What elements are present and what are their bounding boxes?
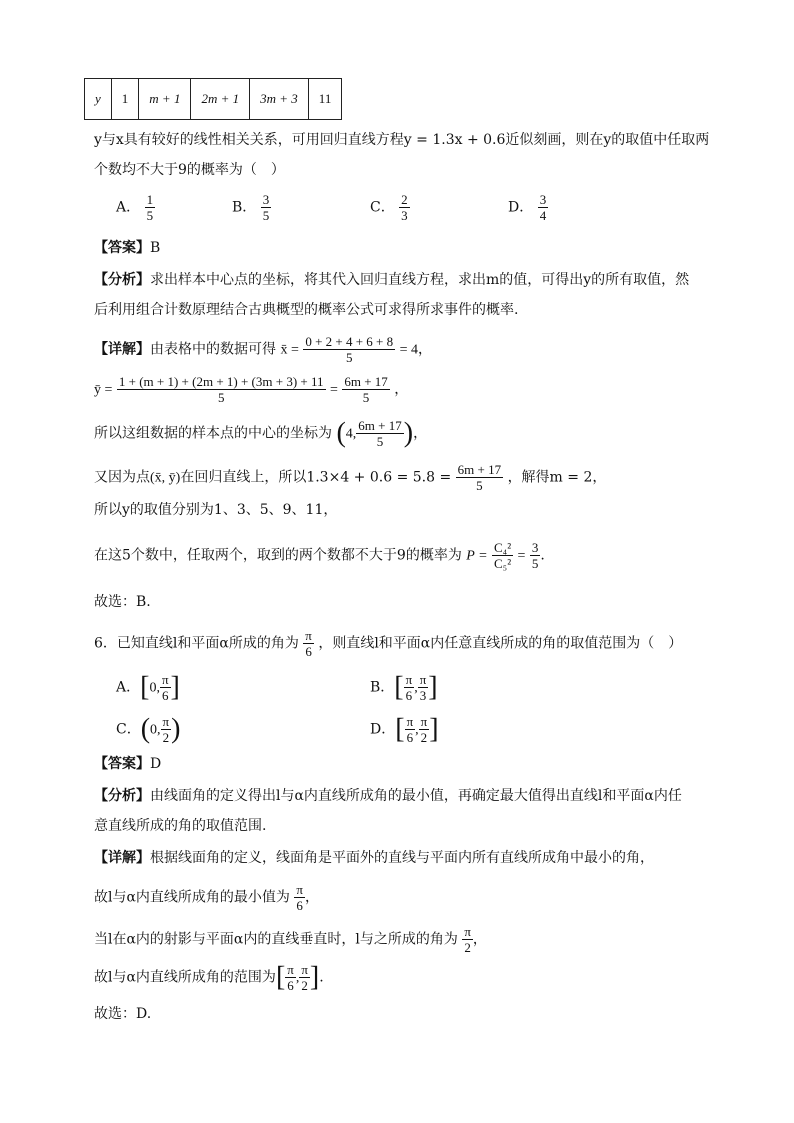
answer-tag: 【答案】 — [94, 240, 150, 256]
q6-min-line: 故l与α内直线所成角的最小值为 $\frac{\pi}{6}$ ， — [94, 882, 319, 913]
detail-tag: 【详解】 — [94, 341, 150, 358]
q5-ybar-line: ȳ = $\frac{1 + (m + 1) + (2m + 1) + (3m + 3) + 11}{5}$ = $\frac{6m + 17}{5}$ ， — [94, 374, 409, 405]
q6-answer — [94, 754, 161, 774]
q6-option-b: B．[ $\frac{\pi}{6}$ , $\frac{\pi}{3}$ ] — [370, 671, 438, 703]
q5-option-b: B． $\frac{3}{5}$ — [232, 192, 270, 223]
table-cell: m + 1 — [139, 79, 191, 120]
q5-choose: 故选：B. — [94, 594, 151, 610]
q6-detail-line1: 【详解】根据线面角的定义，线面角是平面外的直线与平面内所有直线所成角中最小的角， — [94, 850, 654, 866]
q6-analysis-line2: 意直线所成的角的取值范围. — [94, 818, 267, 834]
data-table — [84, 78, 342, 120]
q6-analysis-line1: 【分析】由线面角的定义得出l与α内直线所成角的最小值，再确定最大值得出直线l和平面α内任 — [94, 788, 682, 804]
q5-prob-line: 在这5个数中，任取两个，取到的两个数都不大于9的概率为 P = $\frac{\text{C₄²}}{\text{C₅²}}$ = $\frac{3}{5}$ . — [94, 540, 545, 571]
table-row — [85, 79, 342, 120]
q6-option-a: A．[0, $\frac{\pi}{6}$ ] — [116, 671, 180, 703]
q5-center-line: 所以这组数据的样本点的中心的坐标为 (4, $\frac{6m + 17}{5}$ )， — [94, 417, 428, 449]
table-cell: y — [85, 79, 112, 120]
answer-tag: 【答案】 — [94, 756, 150, 772]
q5-stem-line1: y与x具有较好的线性相关关系，可用回归直线方程y = 1.3x + 0.6近似刻画，则在y的取值中任取两 — [94, 132, 710, 148]
q5-option-c: C． $\frac{2}{3}$ — [370, 192, 408, 223]
q5-values-line: 所以y的取值分别为1、3、5、9、11， — [94, 502, 338, 518]
q5-analysis-line1: 【分析】求出样本中心点的坐标，将其代入回归直线方程，求出m的值，可得出y的所有取值，然 — [94, 272, 690, 288]
q6-option-c: C．(0, $\frac{\pi}{2}$ ) — [116, 713, 181, 745]
table-cell: 11 — [308, 79, 342, 120]
q5-option-a: A． $\frac{1}{5}$ — [116, 192, 154, 223]
analysis-tag: 【分析】 — [94, 272, 150, 288]
q6-option-d: D．[ $\frac{\pi}{6}$ , $\frac{\pi}{2}$ ] — [370, 713, 439, 745]
table-cell: 1 — [111, 79, 139, 120]
q5-analysis-line2: 后利用组合计数原理结合古典概型的概率公式可求得所求事件的概率. — [94, 302, 519, 318]
answer-value: B — [150, 240, 161, 256]
answer-value: D — [150, 756, 162, 772]
q5-option-d: D． $\frac{3}{4}$ — [508, 192, 547, 223]
q5-stem-line2: 个数均不大于9的概率为（ ） — [94, 162, 285, 178]
analysis-tag: 【分析】 — [94, 788, 150, 804]
q6-stem: 6．已知直线l和平面α所成的角为 $\frac{\pi}{6}$ ，则直线l和平面α内任意直线所成的角的取值范围为（ ） — [94, 628, 683, 659]
q6-choose: 故选：D. — [94, 1006, 152, 1022]
table-cell: 3m + 3 — [250, 79, 309, 120]
q6-perp-line: 当l在α内的射影与平面α内的直线垂直时，l与之所成的角为 $\frac{\pi}{2}$ ， — [94, 924, 487, 955]
table-cell: 2m + 1 — [191, 79, 250, 120]
q6-range-line: 故l与α内直线所成角的范围为[ $\frac{\pi}{6}$ , $\frac{\pi}{2}$ ]. — [94, 961, 324, 993]
detail-tag: 【详解】 — [94, 850, 150, 866]
q5-detail-line1: 【详解】由表格中的数据可得 x̄ = $\frac{0 + 2 + 4 + 6 + 8}{5}$ = 4， — [94, 334, 432, 365]
q5-answer — [94, 238, 160, 258]
q5-since-line: 又因为点(x̄, ȳ)在回归直线上，所以1.3×4 + 0.6 = 5.8 = $\frac{6m + 17}{5}$ ，解得m = 2， — [94, 462, 607, 493]
